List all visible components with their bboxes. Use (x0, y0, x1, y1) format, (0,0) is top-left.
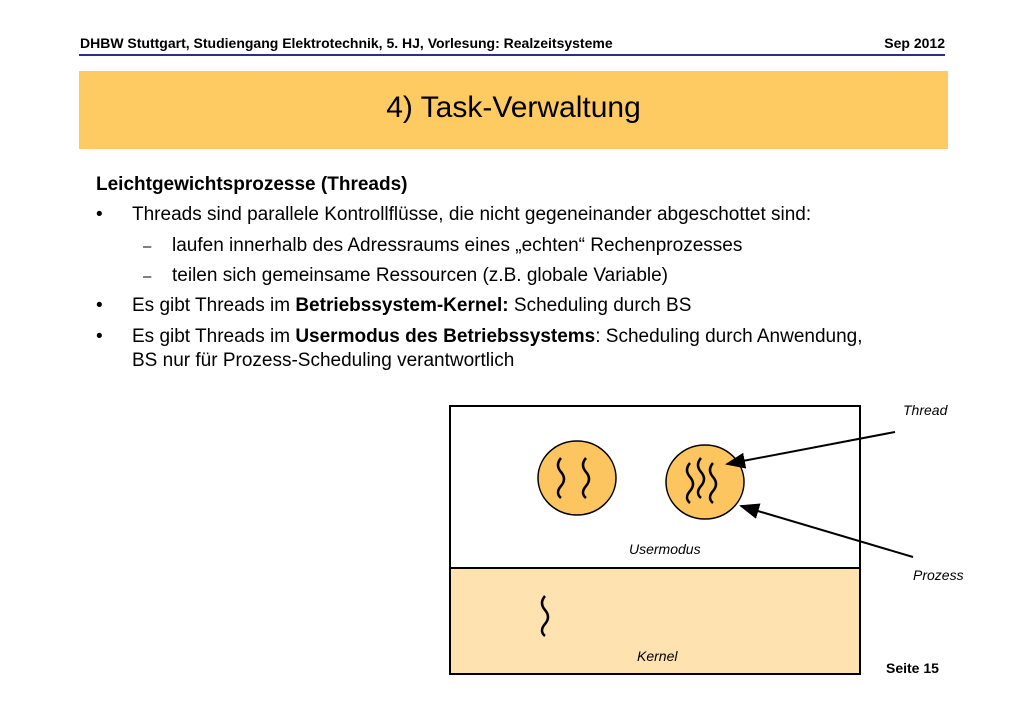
kernel-label: Kernel (637, 648, 678, 664)
text: Scheduling durch BS (508, 295, 692, 316)
thread-label: Thread (903, 402, 948, 418)
course-header: DHBW Stuttgart, Studiengang Elektrotechnik, 5. HJ, Vorlesung: Realzeitsysteme (80, 35, 613, 51)
page-number: Seite 15 (886, 660, 939, 676)
section-heading: Leichtgewichtsprozesse (Threads) (96, 174, 408, 195)
process-circle (666, 445, 744, 519)
bullet: • (96, 326, 103, 347)
bullet-text-line2: BS nur für Prozess-Scheduling verantwortlich (132, 350, 515, 371)
sub-bullet-text: laufen innerhalb des Adressraums eines „echten“ Rechenprozesses (172, 235, 743, 256)
bullet: • (96, 295, 103, 316)
text: Es gibt Threads im (132, 326, 296, 347)
text: : Scheduling durch Anwendung, (595, 326, 863, 347)
slide-title: 4) Task-Verwaltung (386, 91, 641, 124)
bullet-text: Threads sind parallele Kontrollflüsse, die nicht gegeneinander abgeschottet sind: (132, 204, 812, 225)
usermodus-label: Usermodus (629, 541, 701, 557)
text: Es gibt Threads im (132, 295, 296, 316)
dash: – (143, 268, 152, 285)
sub-bullet-text: teilen sich gemeinsame Ressourcen (z.B. globale Variable) (172, 265, 669, 286)
bullet: • (96, 204, 103, 225)
date: Sep 2012 (884, 35, 945, 51)
process-circle (538, 441, 616, 515)
bold-text: Betriebssystem-Kernel: (295, 295, 509, 316)
thread-arrow (727, 432, 895, 464)
prozess-label: Prozess (913, 567, 964, 583)
bold-text: Usermodus des Betriebssystems (295, 326, 596, 347)
dash: – (143, 238, 152, 255)
prozess-arrow (741, 506, 913, 557)
